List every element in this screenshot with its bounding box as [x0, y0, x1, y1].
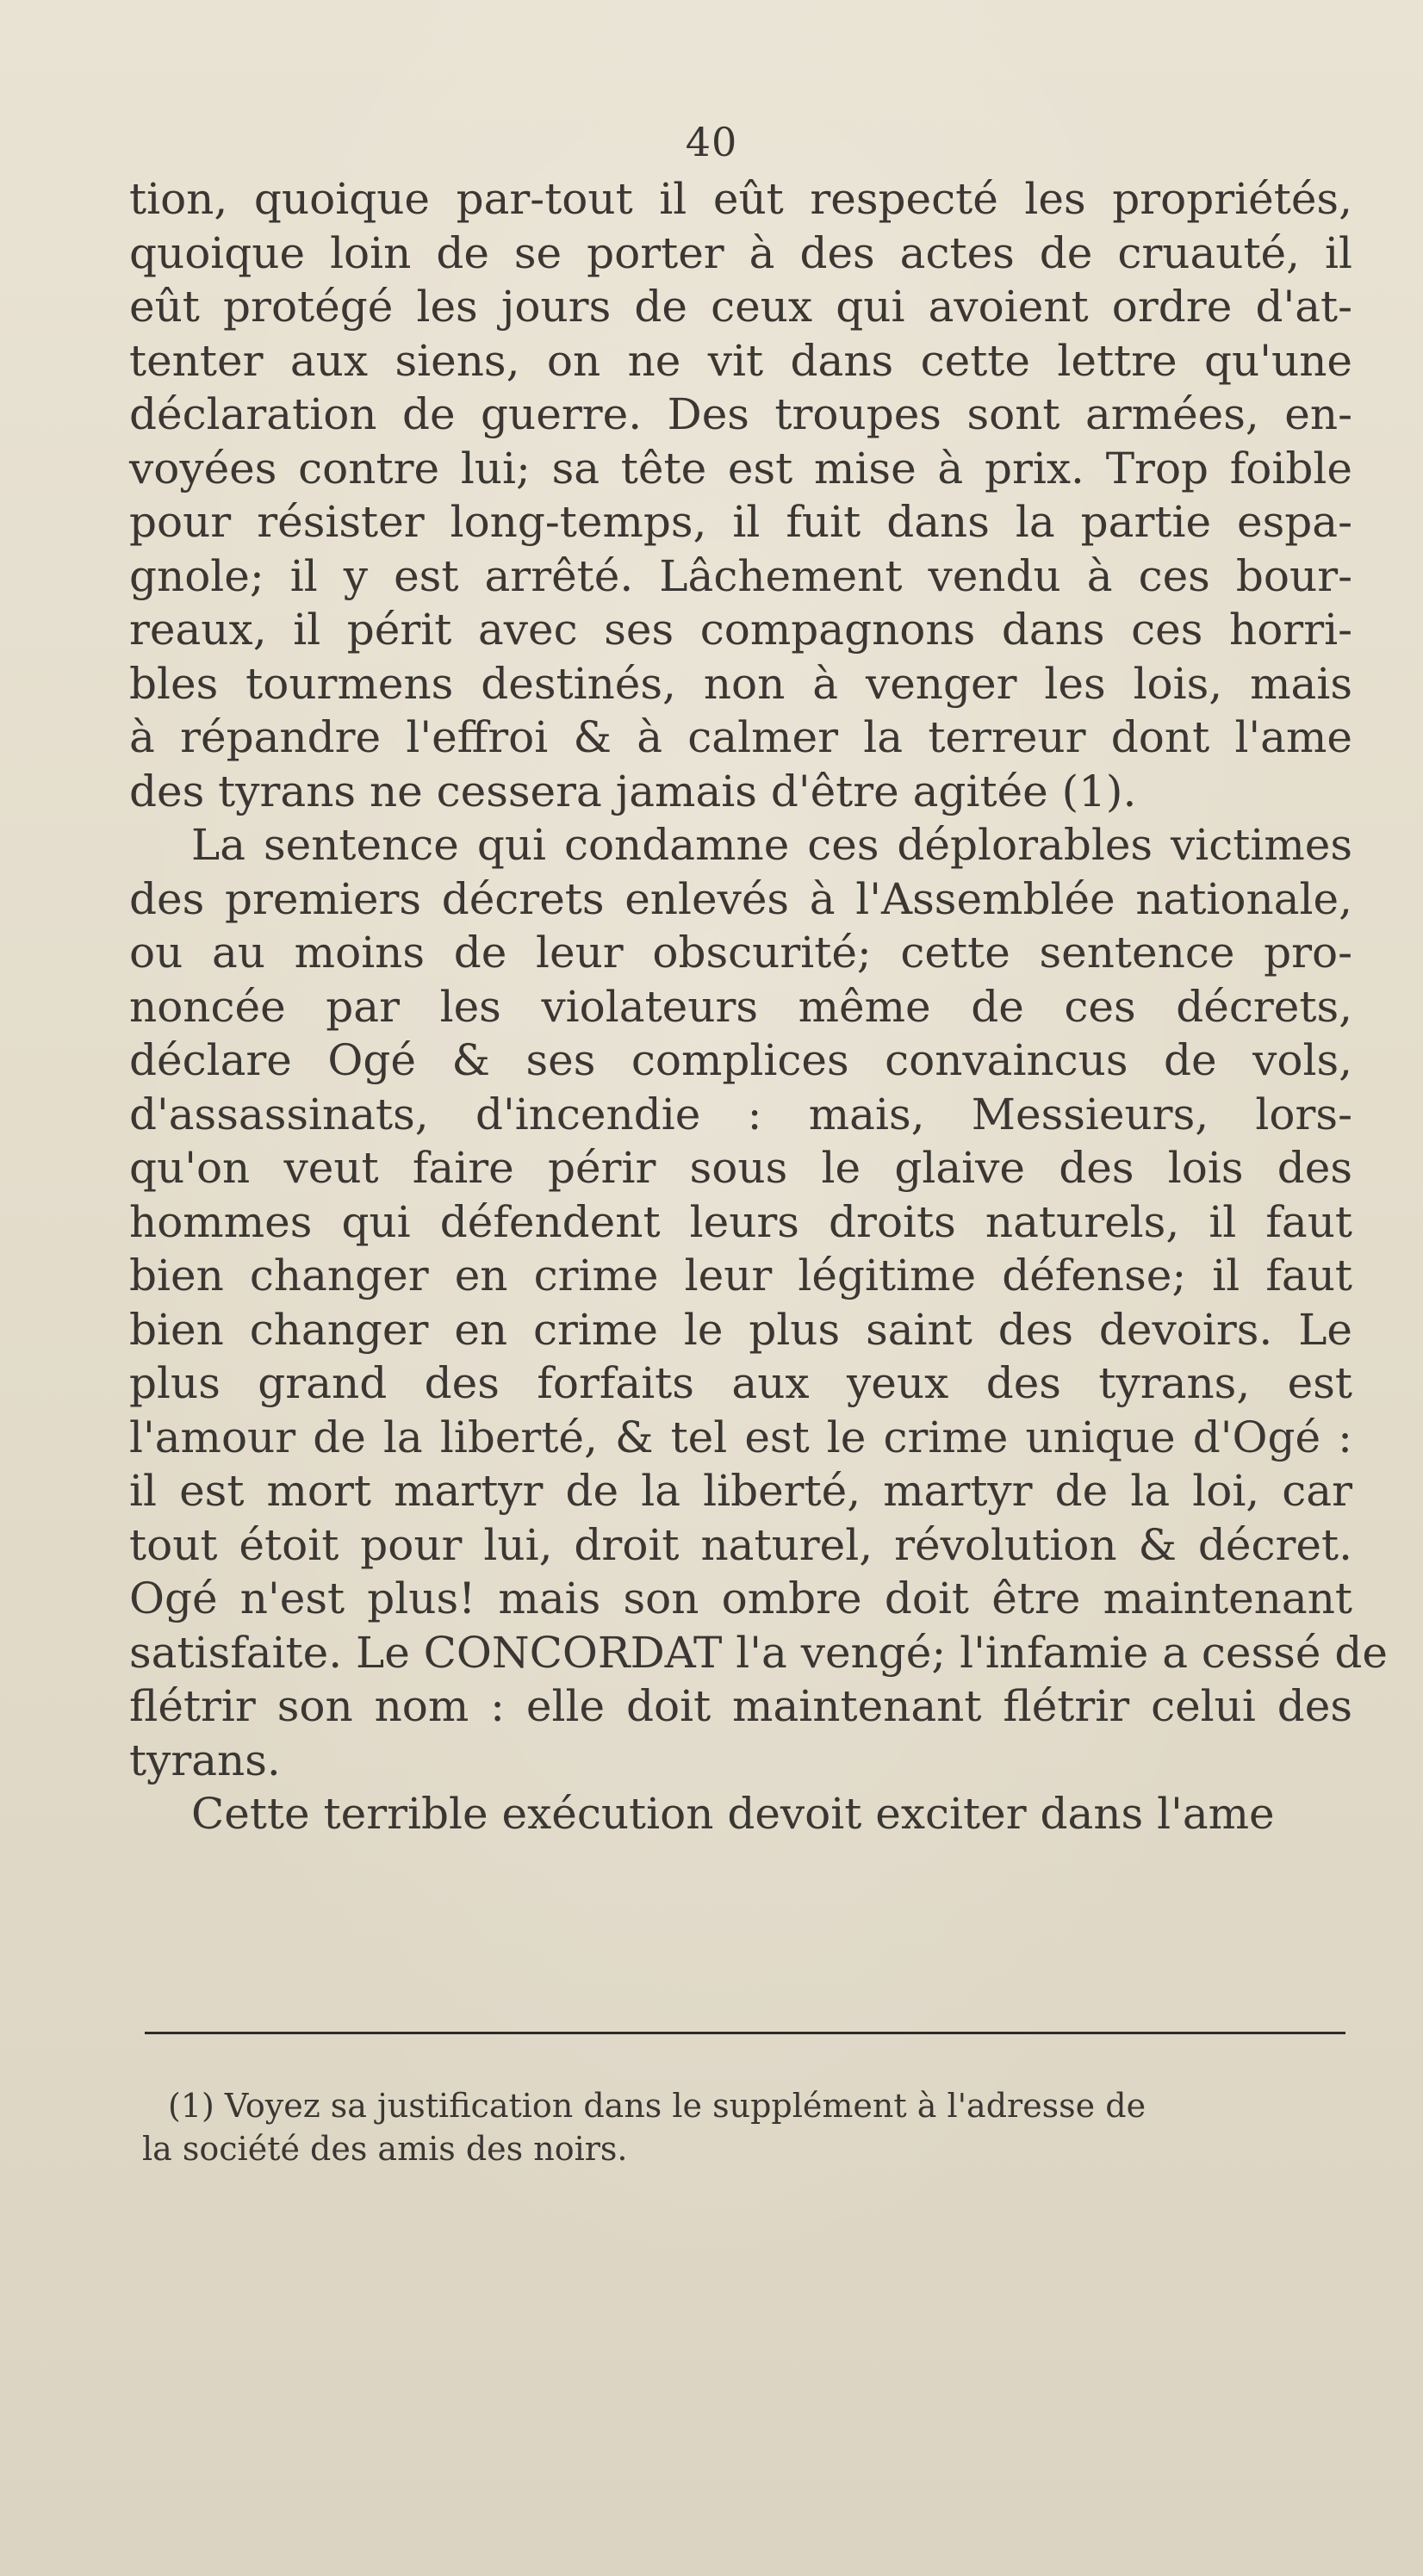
text-line: tenter aux siens, on ne vit dans cette lettre qu'une: [129, 335, 1352, 386]
text-line: noncée par les violateurs même de ces décrets,: [129, 981, 1352, 1032]
text-line: qu'on veut faire périr sous le glaive des lois des: [129, 1143, 1352, 1193]
text-line: voyées contre lui; sa tête est mise à prix. Trop foible: [129, 443, 1352, 493]
page-number: 40: [685, 119, 738, 165]
text-line: gnole; il y est arrêté. Lâchement vendu à ces bour-: [129, 550, 1352, 601]
text-line: ou au moins de leur obscurité; cette sentence pro-: [129, 928, 1352, 978]
text-line: flétrir son nom : elle doit maintenant flétrir celui des: [129, 1681, 1352, 1731]
text-line: Ogé n'est plus! mais son ombre doit être maintenant: [129, 1574, 1352, 1623]
text-line: pour résister long-temps, il fuit dans la partie espa-: [129, 497, 1352, 547]
text-line: Cette terrible exécution devoit exciter dans l'ame: [191, 1789, 1275, 1839]
text-line: déclaration de guerre. Des troupes sont armées, en-: [129, 389, 1352, 439]
body-text: [129, 172, 1388, 1841]
text-line: tout étoit pour lui, droit naturel, révolution & décret.: [129, 1519, 1352, 1570]
text-line: des tyrans ne cessera jamais d'être agitée (1).: [129, 766, 1137, 816]
text-line: bien changer en crime leur légitime défense; il faut: [129, 1251, 1352, 1300]
text-line: il est mort martyr de la liberté, martyr de la loi, car: [129, 1466, 1352, 1516]
text-line: à répandre l'effroi & à calmer la terreur dont l'ame: [129, 712, 1352, 762]
text-line: satisfaite. Le CONCORDAT l'a vengé; l'infamie a cessé de: [129, 1627, 1388, 1678]
footnote-line: la société des amis des noirs.: [142, 2130, 628, 2168]
text-line: quoique loin de se porter à des actes de cruauté, il: [129, 227, 1352, 278]
text-line: des premiers décrets enlevés à l'Assemblée nationale,: [129, 873, 1352, 924]
text-line: hommes qui défendent leurs droits naturels, il faut: [129, 1196, 1352, 1247]
text-line: plus grand des forfaits aux yeux des tyrans, est: [129, 1358, 1352, 1408]
text-line: déclare Ogé & ses complices convaincus de vols,: [129, 1035, 1352, 1085]
text-line: d'assassinats, d'incendie : mais, Messieurs, lors-: [129, 1089, 1352, 1139]
text-line: reaux, il périt avec ses compagnons dans ces horri-: [129, 605, 1352, 655]
footnote-divider: [145, 2032, 1345, 2034]
footnote-line: (1) Voyez sa justification dans le supplément à l'adresse de: [168, 2087, 1146, 2125]
text-line: l'amour de la liberté, & tel est le crime unique d'Ogé :: [129, 1412, 1352, 1462]
text-line: tion, quoique par-tout il eût respecté les propriétés,: [129, 174, 1352, 224]
text-line: bles tourmens destinés, non à venger les lois, mais: [129, 658, 1352, 709]
text-line: bien changer en crime le plus saint des devoirs. Le: [129, 1304, 1352, 1355]
text-line: La sentence qui condamne ces déplorables victimes: [191, 820, 1352, 870]
text-line: tyrans.: [129, 1735, 281, 1785]
text-line: eût protégé les jours de ceux qui avoient ordre d'at-: [129, 282, 1352, 332]
footnote: [142, 2084, 1348, 2170]
